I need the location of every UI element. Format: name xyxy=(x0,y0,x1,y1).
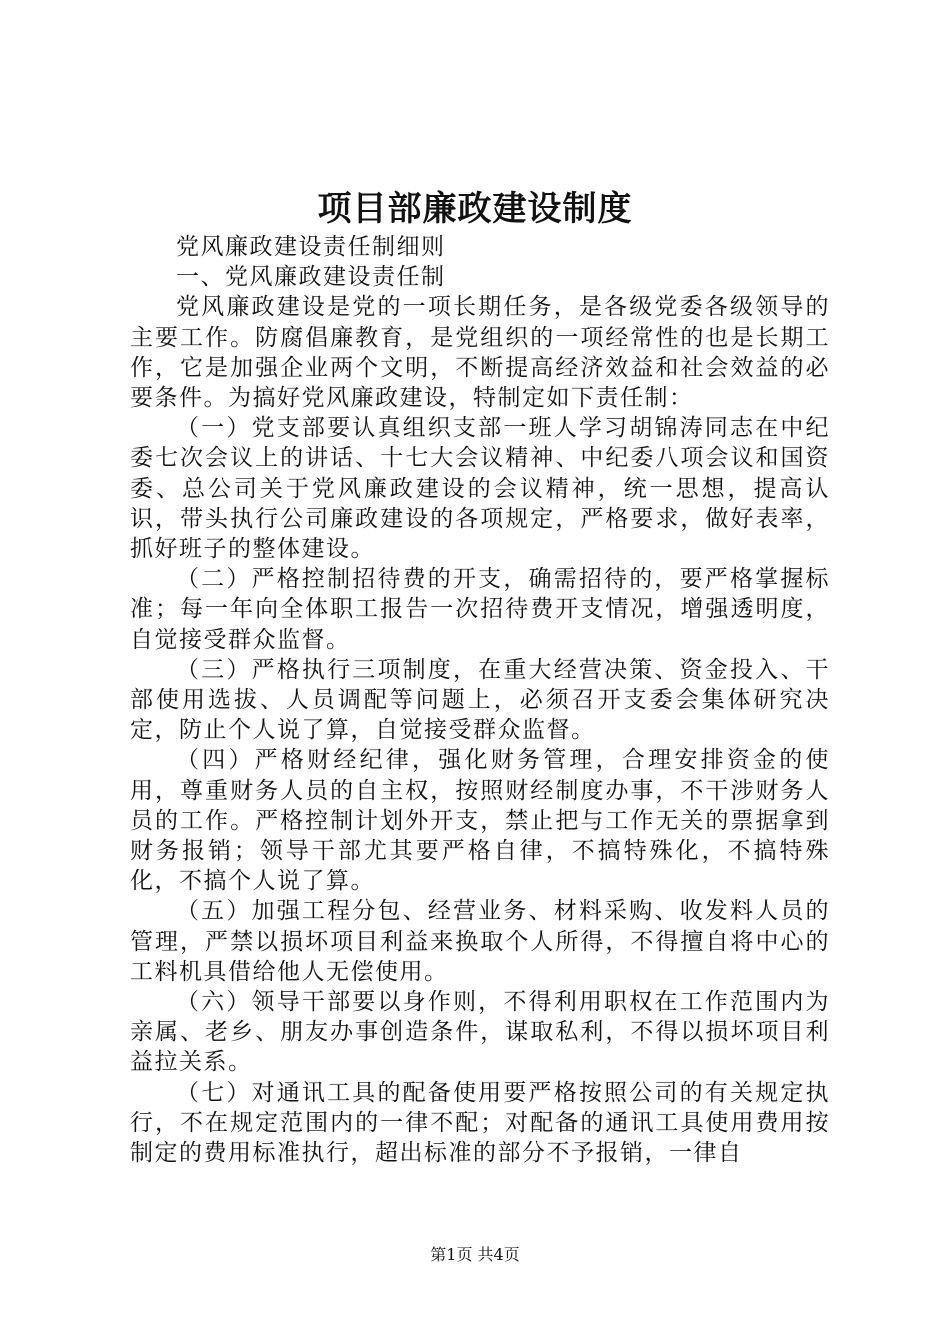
paragraph-item-3: （三）严格执行三项制度，在重大经营决策、资金投入、干部使用选拔、人员调配等问题上，必须召开支委会集体研究决定，防止个人说了算，自觉接受群众监督。 xyxy=(130,656,830,744)
document-body xyxy=(130,232,830,1168)
document-title: 项目部廉政建设制度 xyxy=(317,189,633,229)
paragraph-item-6: （六）领导干部要以身作则，不得利用职权在工作范围内为亲属、老乡、朋友办事创造条件，谋取私利，不得以损坏项目利益拉关系。 xyxy=(130,989,830,1076)
section-heading: 一、党风廉政建设责任制 xyxy=(176,264,446,291)
paragraph-item-7: （七）对通讯工具的配备使用要严格按照公司的有关规定执行，不在规定范围内的一律不配；对配备的通讯工具使用费用按制定的费用标准执行，超出标准的部分不予报销，一律自 xyxy=(130,1079,830,1167)
paragraph-intro: 党风廉政建设是党的一项长期任务，是各级党委各级领导的主要工作。防腐倡廉教育，是党组织的一项经常性的也是长期工作，它是加强企业两个文明，不断提高经济效益和社会效益的必要条件。为搞好党风廉政建设，特制定如下责任制： xyxy=(130,294,830,412)
paragraph-item-5: （五）加强工程分包、经营业务、材料采购、收发料人员的管理，严禁以损坏项目利益来换取个人所得，不得擅自将中心的工料机具借给他人无偿使用。 xyxy=(130,898,830,985)
document-subtitle: 党风廉政建设责任制细则 xyxy=(176,234,446,260)
paragraph-item-2: （二）严格控制招待费的开支，确需招待的，要严格掌握标准；每一年向全体职工报告一次招待费开支情况，增强透明度，自觉接受群众监督。 xyxy=(130,566,830,653)
paragraph-item-4: （四）严格财经纪律，强化财务管理，合理安排资金的使用，尊重财务人员的自主权，按照财经制度办事，不干涉财务人员的工作。严格控制计划外开支，禁止把与工作无关的票据拿到财务报销；领导干部尤其要严格自律，不搞特殊化，不搞特殊化，不搞个人说了算。 xyxy=(130,747,830,895)
page-footer: 第1页 共4页 xyxy=(430,1245,520,1264)
paragraph-item-1: （一）党支部要认真组织支部一班人学习胡锦涛同志在中纪委七次会议上的讲话、十七大会议精神、中纪委八项会议和国资委、总公司关于党风廉政建设的会议精神，统一思想，提高认识，带头执行公司廉政建设的各项规定，严格要求，做好表率，抓好班子的整体建设。 xyxy=(130,415,830,563)
